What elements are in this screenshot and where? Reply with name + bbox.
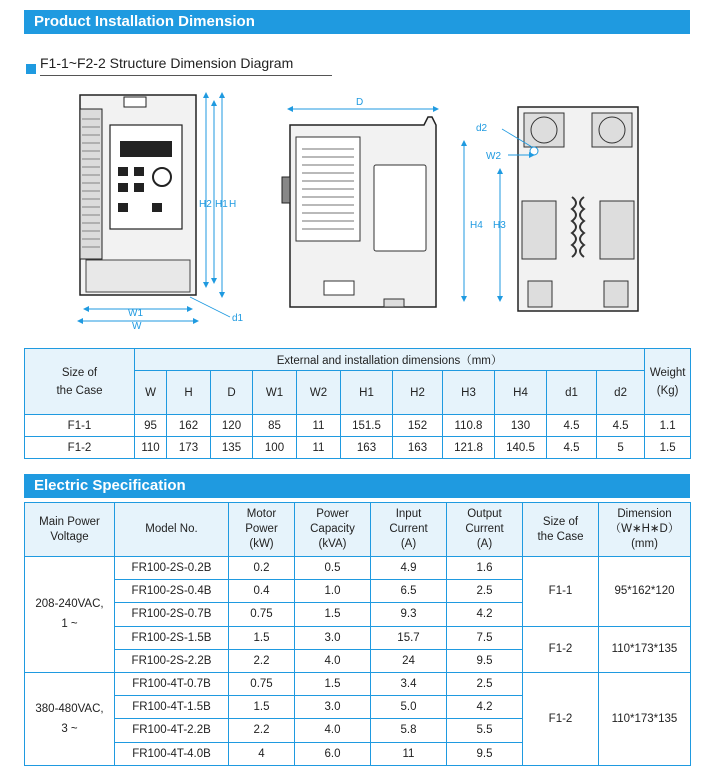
motor-cell: 0.2	[229, 557, 295, 580]
output-cell: 9.5	[447, 742, 523, 765]
subtitle-marker	[26, 64, 36, 74]
header-line: Dimension	[617, 508, 672, 520]
column-header: H3	[443, 371, 495, 415]
column-header: H	[167, 371, 211, 415]
header-output-current	[447, 503, 523, 557]
header-line: (A)	[476, 538, 493, 550]
model-cell: FR100-2S-1.5B	[115, 626, 229, 649]
dimension-value-cell: 121.8	[443, 437, 495, 459]
motor-cell: 0.75	[229, 672, 295, 695]
dimension-value-cell: 11	[297, 415, 341, 437]
capacity-cell: 1.5	[295, 603, 371, 626]
motor-cell: 1.5	[229, 696, 295, 719]
dimension-value-cell: 85	[253, 415, 297, 437]
table-row	[25, 437, 691, 459]
side-view	[282, 97, 436, 307]
column-header: H4	[495, 371, 547, 415]
label-d: D	[356, 97, 364, 108]
dimension-value-cell: 100	[253, 437, 297, 459]
input-cell: 11	[371, 742, 447, 765]
capacity-cell: 3.0	[295, 696, 371, 719]
subtitle-underline	[40, 75, 332, 76]
front-view	[80, 95, 244, 332]
dimension-value-cell: 4.5	[547, 437, 597, 459]
dimension-value-cell: 110.8	[443, 415, 495, 437]
model-cell: FR100-4T-0.7B	[115, 672, 229, 695]
header-line: Power	[245, 523, 278, 535]
header-line: Power	[316, 508, 349, 520]
dimension-value-cell: 95	[135, 415, 167, 437]
motor-cell: 0.4	[229, 580, 295, 603]
dimension-value-cell: 4.5	[597, 415, 645, 437]
dimension-cell: 95*162*120	[599, 557, 691, 627]
label-h: H	[229, 199, 237, 210]
dimension-value-cell: 162	[167, 415, 211, 437]
table-row	[25, 557, 691, 580]
dimension-value-cell: 173	[167, 437, 211, 459]
case-cell: F1-2	[523, 626, 599, 672]
header-line: (A)	[400, 538, 417, 550]
dimension-value-cell: 163	[341, 437, 393, 459]
header-size-of-case: Size of the Case	[25, 349, 135, 415]
header-line: Output	[467, 508, 502, 520]
header-line: Current	[389, 523, 428, 535]
label-w2: W2	[486, 151, 501, 162]
dimension-value-cell: 110	[135, 437, 167, 459]
motor-cell: 4	[229, 742, 295, 765]
case-cell: F1-2	[25, 437, 135, 459]
dimension-value-cell: 11	[297, 437, 341, 459]
column-header: H2	[393, 371, 443, 415]
section-header-electric: Electric Specification	[24, 474, 690, 498]
capacity-cell: 4.0	[295, 719, 371, 742]
column-header: W1	[253, 371, 297, 415]
case-cell: F1-1	[25, 415, 135, 437]
weight-cell: 1.5	[645, 437, 691, 459]
label-h1: H1	[215, 199, 228, 210]
label-h4: H4	[470, 220, 483, 231]
dimension-value-cell: 4.5	[547, 415, 597, 437]
model-cell: FR100-4T-2.2B	[115, 719, 229, 742]
output-cell: 5.5	[447, 719, 523, 742]
diagram-subtitle: F1-1~F2-2 Structure Dimension Diagram	[40, 55, 294, 71]
motor-cell: 2.2	[229, 649, 295, 672]
section-header-installation: Product Installation Dimension	[24, 10, 690, 34]
output-cell: 4.2	[447, 696, 523, 719]
dimension-cell: 110*173*135	[599, 626, 691, 672]
dimension-value-cell: 130	[495, 415, 547, 437]
dimension-cell: 110*173*135	[599, 672, 691, 765]
motor-cell: 0.75	[229, 603, 295, 626]
output-cell: 1.6	[447, 557, 523, 580]
output-cell: 2.5	[447, 672, 523, 695]
motor-cell: 1.5	[229, 626, 295, 649]
header-main-power-voltage	[25, 503, 115, 557]
voltage-cell: 208-240VAC, 1 ~	[25, 557, 115, 673]
header-line: (kW)	[249, 538, 274, 550]
motor-cell: 2.2	[229, 719, 295, 742]
dimension-table	[24, 348, 691, 459]
column-header: W	[135, 371, 167, 415]
label-h2: H2	[199, 199, 212, 210]
capacity-cell: 1.0	[295, 580, 371, 603]
header-line: Model No.	[145, 523, 198, 535]
column-header: D	[211, 371, 253, 415]
column-header: d1	[547, 371, 597, 415]
label-w: W	[132, 321, 142, 332]
output-cell: 2.5	[447, 580, 523, 603]
table-row	[25, 672, 691, 695]
weight-cell: 1.1	[645, 415, 691, 437]
input-cell: 5.8	[371, 719, 447, 742]
header-line: Capacity	[310, 523, 355, 535]
case-cell: F1-2	[523, 672, 599, 765]
header-dimension	[599, 503, 691, 557]
header-line: Voltage	[50, 530, 89, 543]
header-model-no	[115, 503, 229, 557]
header-line: (mm)	[631, 538, 658, 550]
capacity-cell: 6.0	[295, 742, 371, 765]
output-cell: 4.2	[447, 603, 523, 626]
capacity-cell: 3.0	[295, 626, 371, 649]
label-h3: H3	[493, 220, 506, 231]
dimension-value-cell: 152	[393, 415, 443, 437]
capacity-cell: 4.0	[295, 649, 371, 672]
header-external-dimensions: External and installation dimensions（mm）	[135, 349, 645, 371]
input-cell: 4.9	[371, 557, 447, 580]
header-size-of-case	[523, 503, 599, 557]
model-cell: FR100-4T-4.0B	[115, 742, 229, 765]
case-cell: F1-1	[523, 557, 599, 627]
dimension-value-cell: 151.5	[341, 415, 393, 437]
column-header: d2	[597, 371, 645, 415]
dimension-value-cell: 5	[597, 437, 645, 459]
header-line: (kVA)	[318, 538, 347, 550]
label-w1: W1	[128, 308, 143, 319]
table-row	[25, 415, 691, 437]
capacity-cell: 1.5	[295, 672, 371, 695]
label-d1: d1	[232, 313, 244, 324]
dimension-value-cell: 135	[211, 437, 253, 459]
header-power-capacity	[295, 503, 371, 557]
header-line: Size of	[542, 515, 579, 528]
voltage-cell: 380-480VAC, 3 ~	[25, 672, 115, 765]
dimension-value-cell: 163	[393, 437, 443, 459]
header-line: Main Power	[39, 515, 100, 528]
back-view	[464, 107, 638, 311]
input-cell: 6.5	[371, 580, 447, 603]
output-cell: 7.5	[447, 626, 523, 649]
output-cell: 9.5	[447, 649, 523, 672]
input-cell: 9.3	[371, 603, 447, 626]
label-d2: d2	[476, 123, 488, 134]
model-cell: FR100-2S-2.2B	[115, 649, 229, 672]
header-line: （W∗H∗D）	[609, 523, 680, 535]
input-cell: 15.7	[371, 626, 447, 649]
model-cell: FR100-4T-1.5B	[115, 696, 229, 719]
column-header: W2	[297, 371, 341, 415]
column-header: H1	[341, 371, 393, 415]
model-cell: FR100-2S-0.7B	[115, 603, 229, 626]
model-cell: FR100-2S-0.2B	[115, 557, 229, 580]
capacity-cell: 0.5	[295, 557, 371, 580]
dimension-value-cell: 140.5	[495, 437, 547, 459]
model-cell: FR100-2S-0.4B	[115, 580, 229, 603]
electric-spec-table	[24, 502, 691, 766]
input-cell: 5.0	[371, 696, 447, 719]
header-line: the Case	[537, 530, 584, 543]
table-row	[25, 626, 691, 649]
dimension-value-cell: 120	[211, 415, 253, 437]
input-cell: 24	[371, 649, 447, 672]
dimension-diagram	[24, 85, 690, 335]
header-line: Motor	[246, 508, 277, 520]
header-motor-power	[229, 503, 295, 557]
header-input-current	[371, 503, 447, 557]
header-line: Input	[395, 508, 422, 520]
header-weight: Weight (Kg)	[645, 349, 691, 415]
input-cell: 3.4	[371, 672, 447, 695]
header-line: Current	[465, 523, 504, 535]
